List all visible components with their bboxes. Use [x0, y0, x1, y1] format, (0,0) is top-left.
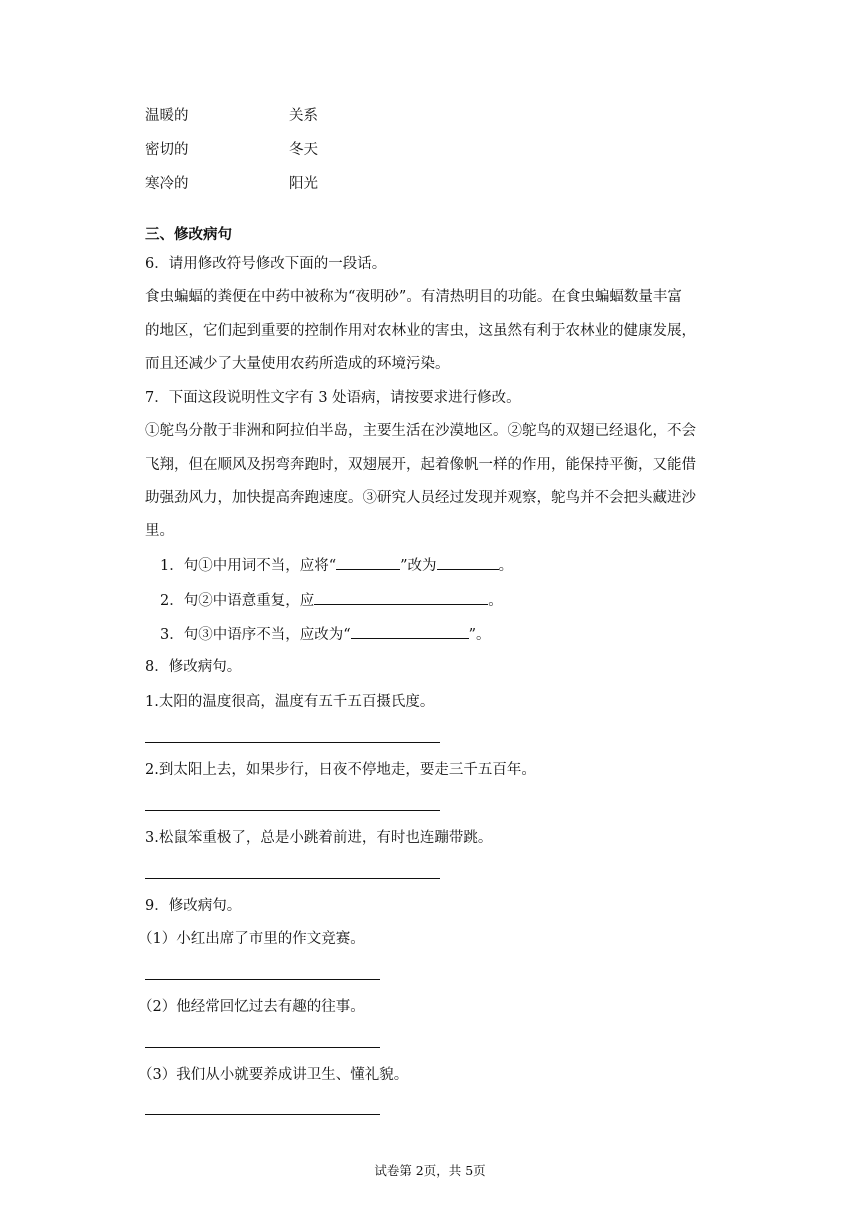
q6-prompt: 6．请用修改符号修改下面的一段话。: [145, 256, 387, 272]
match-right-1: 关系: [289, 108, 318, 124]
answer-line[interactable]: [145, 979, 380, 980]
q8-prompt: 8．修改病句。: [145, 659, 242, 675]
q7-prompt: 7．下面这段说明性文字有 3 处语病，请按要求进行修改。: [145, 390, 521, 406]
q8-item-1: 1.太阳的温度很高，温度有五千五百摄氏度。: [145, 694, 435, 710]
q7-line-3: 助强劲风力，加快提高奔跑速度。③研究人员经过发现并观察，鸵鸟并不会把头藏进沙: [145, 490, 696, 506]
answer-line[interactable]: [145, 1114, 380, 1115]
q7-line-1: ①鸵鸟分散于非洲和阿拉伯半岛，主要生活在沙漠地区。②鸵鸟的双翅已经退化，不会: [145, 423, 696, 439]
q9-item-3: （3）我们从小就要养成讲卫生、懂礼貌。: [138, 1067, 409, 1083]
answer-blank[interactable]: [314, 590, 488, 605]
match-left-2: 密切的: [145, 142, 189, 158]
answer-line[interactable]: [145, 742, 440, 743]
q9-item-1: （1）小红出席了市里的作文竞赛。: [138, 931, 365, 947]
section-title: 三、修改病句: [145, 226, 232, 243]
answer-blank[interactable]: [351, 624, 469, 639]
q9-prompt: 9．修改病句。: [145, 898, 242, 914]
q8-item-2: 2.到太阳上去，如果步行，日夜不停地走，要走三千五百年。: [145, 762, 536, 778]
answer-blank[interactable]: [336, 555, 400, 570]
q6-line-1: 食虫蝙蝠的粪便在中药中被称为“夜明砂”。有清热明目的功能。在食虫蝙蝠数量丰富: [145, 289, 682, 305]
match-left-3: 寒冷的: [145, 176, 189, 192]
q7-sub-1: 1．句①中用词不当，应将“ ”改为 。: [160, 555, 513, 576]
q6-line-2: 的地区，它们起到重要的控制作用对农林业的害虫，这虽然有利于农林业的健康发展，: [145, 323, 696, 339]
match-right-3: 阳光: [289, 176, 318, 192]
q7-sub-2: 2．句②中语意重复，应 。: [160, 590, 503, 611]
answer-line[interactable]: [145, 810, 440, 811]
page-footer: 试卷第 2页，共 5页: [374, 1163, 486, 1178]
match-right-2: 冬天: [289, 142, 318, 158]
answer-blank[interactable]: [437, 555, 499, 570]
q8-item-3: 3.松鼠笨重极了，总是小跳着前进，有时也连蹦带跳。: [145, 830, 493, 846]
answer-line[interactable]: [145, 878, 440, 879]
q6-line-3: 而且还减少了大量使用农药所造成的环境污染。: [145, 356, 450, 372]
q9-item-2: （2）他经常回忆过去有趣的往事。: [138, 999, 365, 1015]
match-left-1: 温暖的: [145, 108, 189, 124]
q7-line-2: 飞翔，但在顺风及拐弯奔跑时，双翅展开，起着像帆一样的作用，能保持平衡，又能借: [145, 457, 696, 473]
q7-line-4: 里。: [145, 523, 174, 539]
answer-line[interactable]: [145, 1047, 380, 1048]
q7-sub-3: 3．句③中语序不当，应改为“ ”。: [160, 624, 491, 645]
